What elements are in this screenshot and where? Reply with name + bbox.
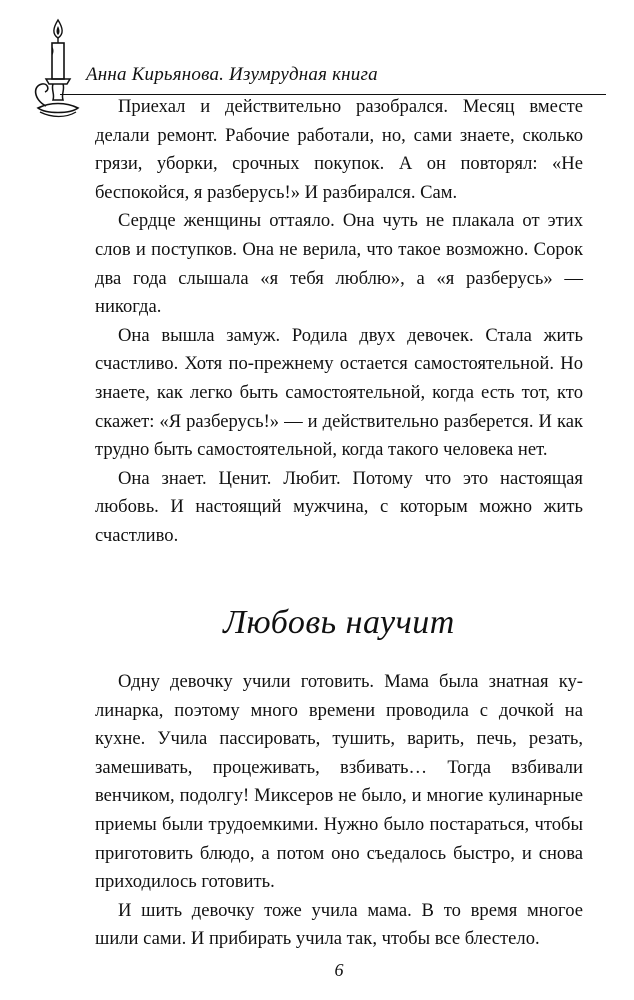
candle-icon [20, 16, 90, 126]
paragraph: Она знает. Ценит. Любит. Потому что это настоящая любовь. И настоящий мужчина, с которым можно жить счастливо. [95, 467, 583, 546]
paragraph: Приехал и действительно разобрался. Месяц вместе делали ремонт. Рабочие работали, но, сами знаете, сколько грязи, уборки, срочных покупок. А он повторял: «Не беспокойся, я разберусь!» И разбирался. Сам. [95, 96, 583, 203]
paragraph: Она вышла замуж. Родила двух девочек. Стала жить счастливо. Хотя по-прежнему остается самостоятельной. Но знаете, как легко быть самостоятельной, когда есть тот, кто скажет: «Я разберусь!» — и действительно разберется. И как трудно быть самостоятельной, когда такого человека нет. [95, 324, 583, 461]
paragraph: И шить девочку тоже учила мама. В то время многое шили сами. И прибирать учила так, чтобы все блестело. [95, 899, 583, 950]
paragraph: Одну девочку учили готовить. Мама была знатная кулинарка, поэтому много времени проводила с дочкой на кухне. Учила пассировать, тушить, варить, печь, резать, замешивать, процеживать, взбивать… Тогда взбивали венчиком, подолгу! Миксеров не было, и многие кулинарные приемы были трудоемкими. Нужно было постараться, чтобы приготовить блюдо, а потом оно съедалось быстро, и снова приходилось готовить. [95, 671, 583, 893]
running-title: Анна Кирьянова. Изумрудная книга [86, 64, 378, 85]
paragraph: Сердце женщины оттаяло. Она чуть не плакала от этих слов и поступков. Она не верила, что такое возможно. Сорок два года слышала «я тебя люблю», а «я разберусь» — никогда. [95, 210, 583, 318]
chapter-title: Любовь научит [223, 604, 455, 641]
text-section-1 [95, 93, 583, 551]
text-section-2 [95, 668, 583, 954]
page-number: 6 [334, 960, 344, 980]
